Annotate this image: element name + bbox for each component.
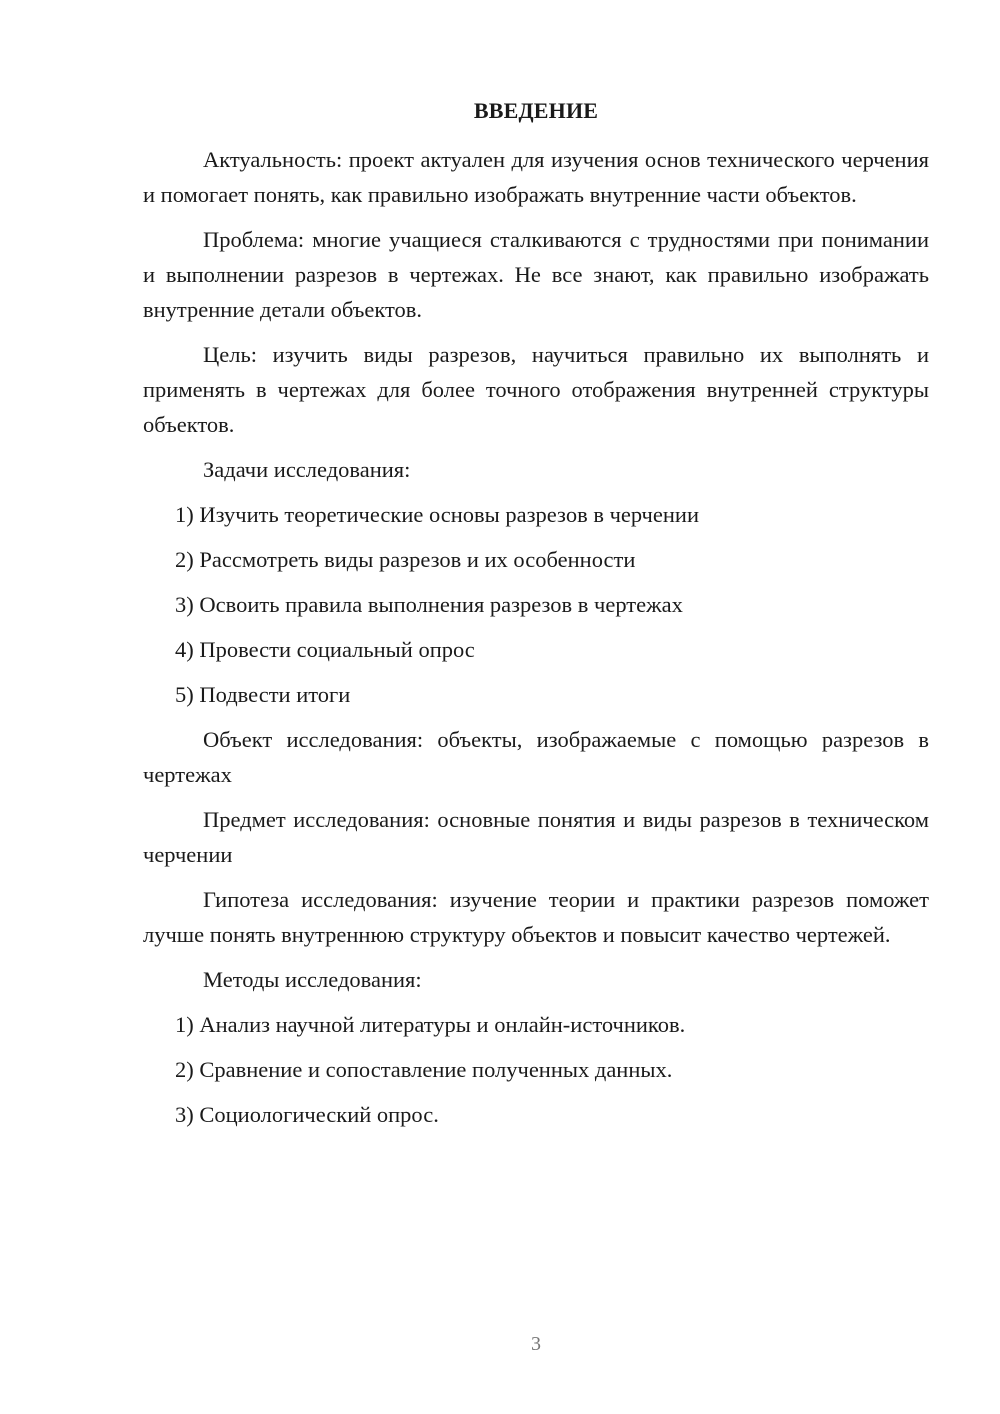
- tasks-heading: Задачи исследования:: [203, 457, 411, 482]
- document-body: [143, 142, 929, 1142]
- method-item: 3) Социологический опрос.: [175, 1102, 439, 1127]
- task-item: 1) Изучить теоретические основы разрезов в черчении: [175, 502, 699, 527]
- page-number: 3: [531, 1333, 541, 1355]
- method-item: 1) Анализ научной литературы и онлайн-источников.: [175, 1012, 686, 1037]
- subject-paragraph: Предмет исследования: основные понятия и виды разрезов в техническом черчении: [143, 807, 929, 867]
- relevance-paragraph: Актуальность: проект актуален для изучения основ технического черчения и помогает понять, как правильно изображать внутренние части объектов.: [143, 147, 929, 207]
- problem-paragraph: Проблема: многие учащиеся сталкиваются с трудностями при понимании и выполнении разрезов в чертежах. Не все знают, как правильно изображать внутренние детали объектов.: [143, 227, 929, 322]
- task-item: 3) Освоить правила выполнения разрезов в чертежах: [175, 592, 683, 617]
- hypothesis-paragraph: Гипотеза исследования: изучение теории и практики разрезов поможет лучше понять внутреннюю структуру объектов и повысит качество чертежей.: [143, 887, 929, 947]
- methods-heading: Методы исследования:: [203, 967, 422, 992]
- method-item: 2) Сравнение и сопоставление полученных данных.: [175, 1057, 673, 1082]
- task-item: 5) Подвести итоги: [175, 682, 351, 707]
- task-item: 2) Рассмотреть виды разрезов и их особенности: [175, 547, 636, 572]
- object-paragraph: Объект исследования: объекты, изображаемые с помощью разрезов в чертежах: [143, 727, 929, 787]
- page-title: ВВЕДЕНИЕ: [473, 98, 599, 123]
- task-item: 4) Провести социальный опрос: [175, 637, 475, 662]
- goal-paragraph: Цель: изучить виды разрезов, научиться правильно их выполнять и применять в чертежах для более точного отображения внутренней структуры объектов.: [143, 342, 929, 437]
